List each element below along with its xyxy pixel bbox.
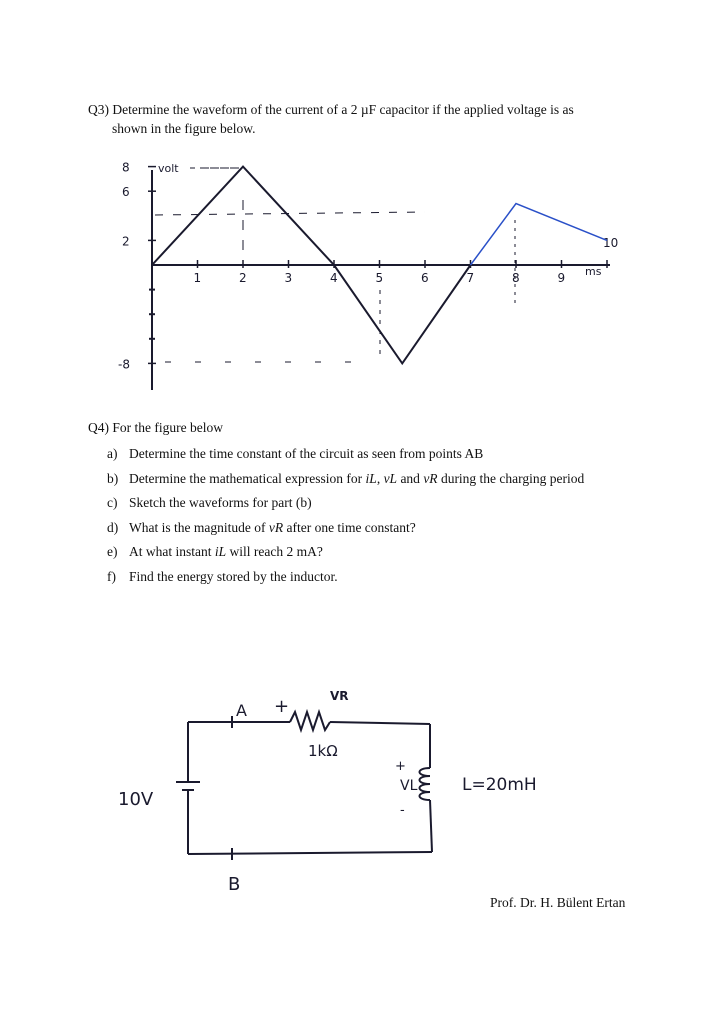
right-wire-bottom <box>430 800 432 852</box>
node-a-label: A <box>236 701 247 720</box>
inductor-minus: - <box>400 803 405 818</box>
x-tick-label: 1 <box>193 271 202 285</box>
resistor-plus: + <box>274 696 290 717</box>
q4-item-b: b) Determine the mathematical expression for iL, vL and vR during the charging period <box>107 470 585 486</box>
vl-label: VL <box>400 778 418 794</box>
inductor-coil <box>420 768 431 800</box>
q4-item-f: f) Find the energy stored by the inductor. <box>107 568 338 584</box>
q3-line2: shown in the figure below. <box>112 121 256 136</box>
q4-item-d: d) What is the magnitude of vR after one time constant? <box>107 519 416 535</box>
x-axis-unit: ms <box>585 265 602 278</box>
q4-item-c: c) Sketch the waveforms for part (b) <box>107 495 312 510</box>
vr-label: VR <box>330 689 349 703</box>
author-signature: Prof. Dr. H. Bülent Ertan <box>490 895 626 910</box>
x-tick-label: 4 <box>330 271 338 285</box>
resistor-symbol <box>290 712 330 730</box>
node-b-label: B <box>228 874 241 895</box>
q4-item-a: a) Determine the time constant of the circuit as seen from points AB <box>107 446 484 461</box>
y-tick-label: -8 <box>118 357 130 372</box>
x-tick-label: 7 <box>466 271 475 285</box>
resistor-value: 1kΩ <box>308 742 338 760</box>
x-tick-label: 3 <box>284 271 293 285</box>
x-tick-label: 2 <box>239 271 247 285</box>
x-tick-label: 5 <box>375 271 384 285</box>
inductor-value: L=20mH <box>462 775 537 795</box>
q3-line1: Q3) Determine the waveform of the current of a 2 µF capacitor if the applied voltage is as <box>88 102 574 117</box>
inductor-plus: + <box>395 759 406 774</box>
y-axis-label: volt <box>158 162 179 175</box>
source-label: 10V <box>118 789 154 810</box>
x-tick-label: 9 <box>557 271 566 285</box>
y-tick-label: 6 <box>122 185 130 200</box>
y-tick-label: 8 <box>122 160 130 175</box>
q4-title: Q4) For the figure below <box>88 420 223 435</box>
top-wire-right <box>330 722 430 724</box>
x-tick-label: 6 <box>421 271 429 285</box>
q4-item-e: e) At what instant iL will reach 2 mA? <box>107 544 323 559</box>
bottom-wire <box>188 852 432 854</box>
x-tick-label: 10 <box>603 236 619 250</box>
y-tick-label: 2 <box>122 234 130 249</box>
x-tick-label: 8 <box>512 271 520 285</box>
